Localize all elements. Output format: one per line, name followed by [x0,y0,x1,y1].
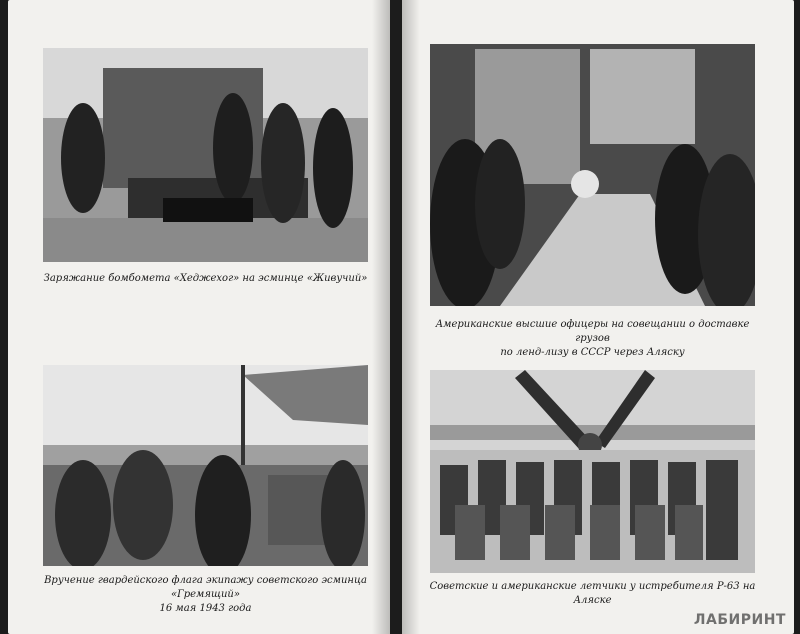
photo-officers-meeting [430,44,755,306]
left-page [8,0,390,634]
right-page [402,0,794,634]
photo-caption: Вручение гвардейского флага экипажу советского эсминца «Гремящий» 16 мая 1943 года [44,575,367,614]
watermark-logo: ЛАБИРИНТ [693,612,786,628]
photo-pilots-p63 [430,370,755,573]
photo-caption: Американские высшие офицеры на совещании о доставке грузов по ленд-лизу в СССР через Аляску [435,319,750,358]
photo-caption: Советские и американские летчики у истребителя Р-63 на Аляске [429,581,756,606]
photo-guards-flag [43,365,368,566]
photo-hedgehog-loading [43,48,368,262]
photo-caption: Заряжание бомбомета «Хеджехог» на эсминце «Живучий» [43,273,368,284]
